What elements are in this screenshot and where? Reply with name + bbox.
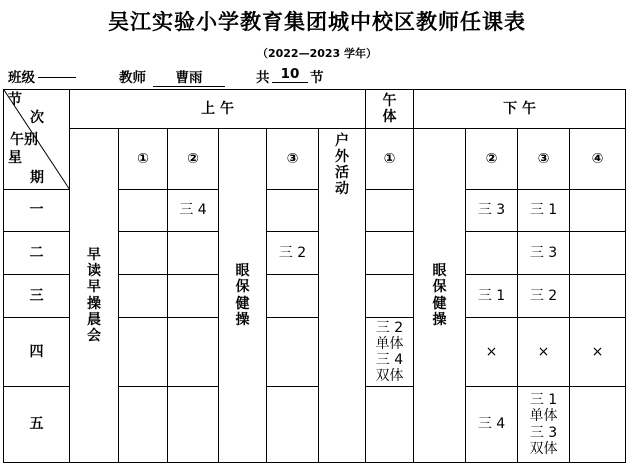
lesson-cell — [168, 387, 219, 463]
lesson-cell — [366, 275, 414, 318]
lesson-cell — [119, 318, 168, 387]
am-period-1: ① — [119, 129, 168, 190]
class-label: 班级 — [8, 70, 35, 86]
corner-jie: 节 — [8, 92, 22, 108]
lesson-cell: 三 2 — [267, 232, 319, 275]
pm-period-3: ③ — [518, 129, 570, 190]
day-cell: 三 — [4, 275, 70, 318]
teacher-label: 教师 — [119, 70, 146, 86]
lesson-cell — [570, 232, 626, 275]
lesson-cell — [466, 232, 518, 275]
lesson-cell: 三 3 — [518, 232, 570, 275]
morning-header: 上 午 — [70, 90, 366, 129]
lesson-cell: 三 3 — [466, 190, 518, 232]
lesson-cell — [168, 275, 219, 318]
lesson-cell — [168, 318, 219, 387]
lesson-cell: 三 1 — [466, 275, 518, 318]
lesson-cell: × — [518, 318, 570, 387]
lesson-cell — [570, 190, 626, 232]
lesson-cell — [366, 387, 414, 463]
lesson-cell — [119, 275, 168, 318]
lesson-cell: × — [570, 318, 626, 387]
lesson-cell — [119, 387, 168, 463]
schedule-table — [3, 89, 626, 463]
corner-wubie: 午别 — [10, 132, 38, 148]
day-cell: 四 — [4, 318, 70, 387]
lesson-cell — [267, 387, 319, 463]
lesson-cell: 三 2 — [518, 275, 570, 318]
class-value — [38, 66, 76, 82]
lesson-cell: 三 1 — [518, 190, 570, 232]
lesson-cell: × — [466, 318, 518, 387]
corner-qi: 期 — [30, 170, 44, 186]
am-period-3: ③ — [267, 129, 319, 190]
teacher-value: 曹雨 — [153, 66, 225, 87]
lesson-cell: 三 4 — [168, 190, 219, 232]
header-corner — [4, 90, 70, 190]
lesson-cell — [570, 275, 626, 318]
pm-period-1: ① — [366, 129, 414, 190]
eye-exercise-am: 眼 保 健 操 — [219, 129, 267, 463]
noon-header: 午 体 — [366, 90, 414, 129]
total-value: 10 — [272, 66, 308, 83]
lesson-cell: 三 2 单体 三 4 双体 — [366, 318, 414, 387]
afternoon-header: 下 午 — [414, 90, 626, 129]
pm-period-2: ② — [466, 129, 518, 190]
corner-ci: 次 — [30, 110, 44, 126]
lesson-cell — [570, 387, 626, 463]
eye-exercise-pm: 眼 保 健 操 — [414, 129, 466, 463]
pm-period-4: ④ — [570, 129, 626, 190]
am-period-2: ② — [168, 129, 219, 190]
corner-xing: 星 — [8, 150, 22, 166]
lesson-cell: 三 1 单体 三 3 双体 — [518, 387, 570, 463]
lesson-cell — [168, 232, 219, 275]
day-cell: 一 — [4, 190, 70, 232]
lesson-cell — [366, 190, 414, 232]
morning-reading-cell: 早 读 早 操 晨 会 — [70, 129, 119, 463]
lesson-cell — [267, 275, 319, 318]
day-cell: 二 — [4, 232, 70, 275]
school-year: （2022—2023 学年） — [256, 47, 378, 60]
outdoor-activity-cell: 户 外 活 动 — [319, 129, 366, 463]
lesson-cell — [119, 232, 168, 275]
page-title: 吴江实验小学教育集团城中校区教师任课表 — [108, 9, 526, 34]
lesson-cell — [267, 318, 319, 387]
lesson-cell — [119, 190, 168, 232]
day-cell: 五 — [4, 387, 70, 463]
lesson-cell: 三 4 — [466, 387, 518, 463]
lesson-cell — [366, 232, 414, 275]
lesson-cell — [267, 190, 319, 232]
total-label: 共 — [256, 70, 270, 86]
total-unit: 节 — [310, 70, 324, 86]
